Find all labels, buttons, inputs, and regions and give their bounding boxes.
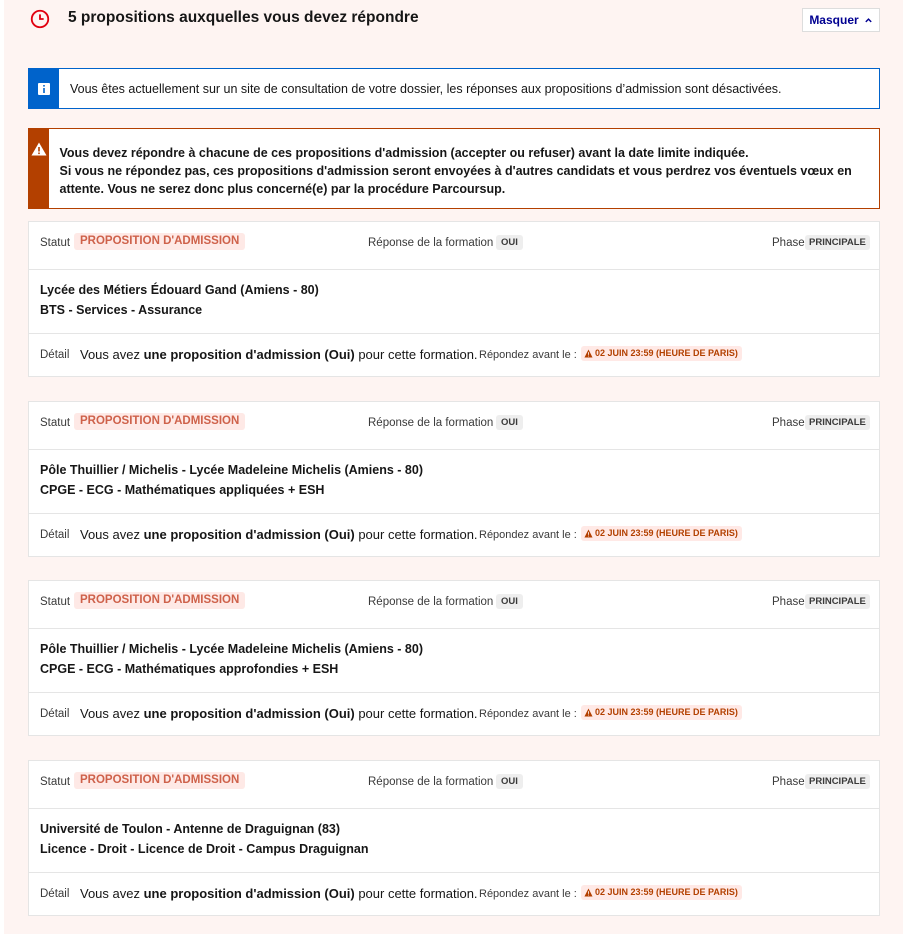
card-status-row [29,222,879,270]
warning-icon [31,142,47,156]
panel-header [4,0,903,40]
card-formation-row [29,629,879,693]
status-badge: PROPOSITION D'ADMISSION [74,772,245,789]
school-name: Lycée des Métiers Édouard Gand (Amiens - 80) [40,283,319,297]
status-label: Statut [40,237,71,249]
program-name: CPGE - ECG - Mathématiques appliquées + ESH [40,483,325,497]
status-label: Statut [40,776,71,788]
card-status-row [29,761,879,809]
detail-label: Détail [40,529,70,541]
deadline-label: Répondez avant le : [479,888,577,900]
info-notice [28,68,880,109]
detail-text: Vous avez une proposition d'admission (Oui) pour cette formation. [80,886,478,901]
detail-text: Vous avez une proposition d'admission (Oui) pour cette formation. [80,706,478,721]
response-label: Réponse de la formation [368,776,494,788]
phase-badge: PRINCIPALE [805,594,870,609]
detail-text: Vous avez une proposition d'admission (Oui) pour cette formation. [80,347,478,362]
hide-button-label: Masquer [809,13,859,27]
phase-badge: PRINCIPALE [805,235,870,250]
phase-badge: PRINCIPALE [805,774,870,789]
response-badge: OUI [496,594,523,609]
status-badge: PROPOSITION D'ADMISSION [74,413,245,430]
deadline-label: Répondez avant le : [479,708,577,720]
detail-label: Détail [40,888,70,900]
program-name: Licence - Droit - Licence de Droit - Campus Draguignan [40,842,369,856]
warning-line-1: Vous devez répondre à chacune de ces propositions d'admission (accepter ou refuser) avant la date limite indiquée. [59,146,749,160]
response-label: Réponse de la formation [368,596,494,608]
card-detail-row [29,334,879,376]
warning-icon [584,349,593,358]
warning-notice-bar [29,129,49,208]
deadline-badge: 02 JUIN 23:59 (HEURE DE PARIS) [581,526,742,541]
deadline-badge: 02 JUIN 23:59 (HEURE DE PARIS) [581,885,742,900]
card-formation-row [29,450,879,514]
detail-label: Détail [40,349,70,361]
school-name: Pôle Thuillier / Michelis - Lycée Madeleine Michelis (Amiens - 80) [40,463,423,477]
detail-text: Vous avez une proposition d'admission (Oui) pour cette formation. [80,527,478,542]
phase-label: Phase [772,237,805,249]
response-badge: OUI [496,774,523,789]
deadline-badge: 02 JUIN 23:59 (HEURE DE PARIS) [581,346,742,361]
status-label: Statut [40,596,71,608]
card-detail-row [29,873,879,915]
clock-icon [29,8,51,30]
status-badge: PROPOSITION D'ADMISSION [74,233,245,250]
phase-badge: PRINCIPALE [805,415,870,430]
chevron-up-icon [864,16,873,25]
info-notice-bar [29,69,59,108]
info-notice-text: Vous êtes actuellement sur un site de consultation de votre dossier, les réponses aux propositions d’admission sont désactivées. [70,81,782,96]
proposition-card [28,580,880,736]
card-formation-row [29,270,879,334]
response-label: Réponse de la formation [368,237,494,249]
warning-icon [584,529,593,538]
deadline-label: Répondez avant le : [479,349,577,361]
card-status-row [29,581,879,629]
hide-button[interactable] [802,8,880,32]
warning-line-2: Si vous ne répondez pas, ces propositions d'admission seront envoyées à d'autres candidats et vous perdrez vos éventuels vœux en attente. Vous ne serez donc plus concerné(e) par la procédure Parcoursup. [59,164,852,196]
program-name: BTS - Services - Assurance [40,303,203,317]
status-badge: PROPOSITION D'ADMISSION [74,592,245,609]
school-name: Pôle Thuillier / Michelis - Lycée Madeleine Michelis (Amiens - 80) [40,642,423,656]
response-label: Réponse de la formation [368,417,494,429]
deadline-badge: 02 JUIN 23:59 (HEURE DE PARIS) [581,705,742,720]
detail-label: Détail [40,708,70,720]
response-badge: OUI [496,415,523,430]
phase-label: Phase [772,596,805,608]
info-icon [37,82,51,96]
phase-label: Phase [772,776,805,788]
warning-icon [584,708,593,717]
card-detail-row [29,514,879,556]
proposition-card [28,221,880,377]
proposition-card [28,760,880,916]
program-name: CPGE - ECG - Mathématiques approfondies + ESH [40,662,339,676]
response-badge: OUI [496,235,523,250]
proposition-card [28,401,880,557]
panel-title: 5 propositions auxquelles vous devez répondre [68,9,419,26]
status-label: Statut [40,417,71,429]
card-detail-row [29,693,879,735]
school-name: Université de Toulon - Antenne de Draguignan (83) [40,822,341,836]
warning-notice [28,128,880,209]
propositions-panel [4,0,903,934]
warning-notice-text [49,129,879,208]
phase-label: Phase [772,417,805,429]
card-status-row [29,402,879,450]
card-formation-row [29,809,879,873]
warning-icon [584,888,593,897]
deadline-label: Répondez avant le : [479,529,577,541]
